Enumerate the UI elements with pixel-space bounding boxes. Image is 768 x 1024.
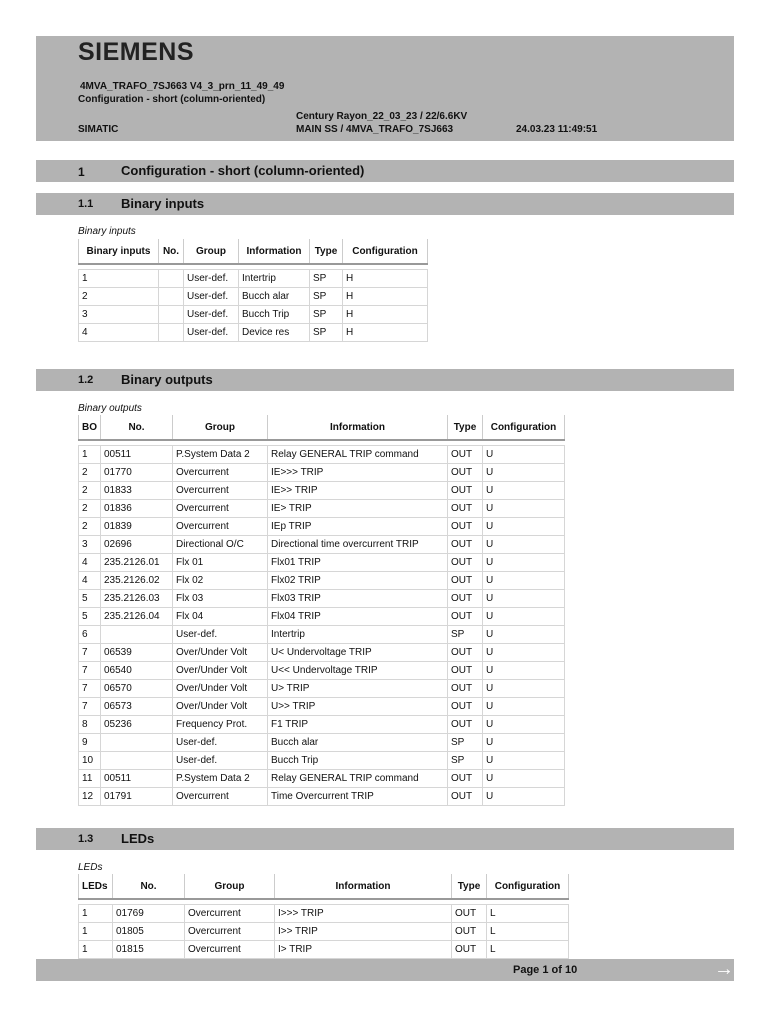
leds-caption: LEDs bbox=[78, 862, 103, 873]
table-cell: OUT bbox=[448, 716, 483, 734]
table-cell: I>> TRIP bbox=[275, 923, 452, 941]
table-cell: IE> TRIP bbox=[268, 500, 448, 518]
table-cell bbox=[101, 752, 173, 770]
table-row bbox=[79, 482, 565, 500]
table-cell: 5 bbox=[79, 590, 101, 608]
table-row bbox=[79, 644, 565, 662]
table-cell: 7 bbox=[79, 698, 101, 716]
table-cell: 2 bbox=[79, 518, 101, 536]
table-cell: 2 bbox=[79, 500, 101, 518]
table-cell: 2 bbox=[79, 482, 101, 500]
table-cell: 06540 bbox=[101, 662, 173, 680]
table-cell: User-def. bbox=[184, 324, 239, 342]
table-cell: 01769 bbox=[113, 905, 185, 923]
table-cell: OUT bbox=[448, 500, 483, 518]
table-cell: 01805 bbox=[113, 923, 185, 941]
table-row bbox=[79, 752, 565, 770]
table-cell: U bbox=[483, 464, 565, 482]
table-cell: U bbox=[483, 788, 565, 806]
table-cell: IE>>> TRIP bbox=[268, 464, 448, 482]
table-cell: H bbox=[343, 288, 428, 306]
column-header: Information bbox=[239, 239, 310, 264]
table-cell: 6 bbox=[79, 626, 101, 644]
table-row bbox=[79, 626, 565, 644]
table-cell: U bbox=[483, 518, 565, 536]
table-row bbox=[79, 734, 565, 752]
table-row bbox=[79, 306, 428, 324]
section-number: 1 bbox=[78, 165, 85, 179]
table-cell: 01839 bbox=[101, 518, 173, 536]
table-cell: U bbox=[483, 500, 565, 518]
table-cell: 00511 bbox=[101, 446, 173, 464]
table-cell: U bbox=[483, 698, 565, 716]
table-cell: 2 bbox=[79, 464, 101, 482]
table-cell: U bbox=[483, 752, 565, 770]
table-row bbox=[79, 662, 565, 680]
table-cell: 235.2126.03 bbox=[101, 590, 173, 608]
table-cell: 4 bbox=[79, 554, 101, 572]
table-row bbox=[79, 590, 565, 608]
table-cell: 7 bbox=[79, 644, 101, 662]
table-cell: 3 bbox=[79, 536, 101, 554]
table-cell: 06539 bbox=[101, 644, 173, 662]
table-cell: OUT bbox=[452, 941, 487, 959]
table-cell: 8 bbox=[79, 716, 101, 734]
table-cell: 00511 bbox=[101, 770, 173, 788]
table-cell: U bbox=[483, 770, 565, 788]
table-cell: U bbox=[483, 572, 565, 590]
table-cell: U> TRIP bbox=[268, 680, 448, 698]
table-cell: U bbox=[483, 680, 565, 698]
table-cell: U< Undervoltage TRIP bbox=[268, 644, 448, 662]
column-header: Information bbox=[275, 874, 452, 899]
table-row bbox=[79, 716, 565, 734]
binary-outputs-table bbox=[78, 415, 565, 806]
table-cell: Bucch Trip bbox=[268, 752, 448, 770]
table-cell: Flx04 TRIP bbox=[268, 608, 448, 626]
table-header-row bbox=[79, 415, 565, 440]
table-cell: SP bbox=[310, 270, 343, 288]
table-cell: F1 TRIP bbox=[268, 716, 448, 734]
table-cell: 01770 bbox=[101, 464, 173, 482]
table-row bbox=[79, 464, 565, 482]
table-cell: 05236 bbox=[101, 716, 173, 734]
page-footer bbox=[36, 959, 734, 981]
table-cell: Over/Under Volt bbox=[173, 662, 268, 680]
table-cell: 02696 bbox=[101, 536, 173, 554]
section-title: LEDs bbox=[121, 831, 155, 846]
header-brand: SIMATIC bbox=[78, 124, 119, 135]
table-cell: 06570 bbox=[101, 680, 173, 698]
table-row bbox=[79, 905, 569, 923]
table-cell: U bbox=[483, 608, 565, 626]
table-cell: H bbox=[343, 306, 428, 324]
column-header: Type bbox=[310, 239, 343, 264]
table-cell: I> TRIP bbox=[275, 941, 452, 959]
header-report-type: Configuration - short (column-oriented) bbox=[78, 94, 266, 105]
table-cell: U bbox=[483, 482, 565, 500]
table-cell: OUT bbox=[448, 464, 483, 482]
table-cell: Overcurrent bbox=[173, 500, 268, 518]
table-cell: Overcurrent bbox=[173, 788, 268, 806]
table-row bbox=[79, 500, 565, 518]
table-cell: U<< Undervoltage TRIP bbox=[268, 662, 448, 680]
table-cell: SP bbox=[448, 734, 483, 752]
table-cell: 11 bbox=[79, 770, 101, 788]
table-cell: Directional O/C bbox=[173, 536, 268, 554]
table-cell: H bbox=[343, 324, 428, 342]
table-cell: P.System Data 2 bbox=[173, 770, 268, 788]
column-header: Binary inputs bbox=[79, 239, 159, 264]
table-row bbox=[79, 923, 569, 941]
table-row bbox=[79, 788, 565, 806]
table-row bbox=[79, 536, 565, 554]
section-1-1-bar bbox=[36, 193, 734, 215]
table-cell: OUT bbox=[448, 608, 483, 626]
table-row bbox=[79, 680, 565, 698]
table-cell: U bbox=[483, 644, 565, 662]
table-cell: Frequency Prot. bbox=[173, 716, 268, 734]
table-cell: Bucch alar bbox=[239, 288, 310, 306]
table-cell: U>> TRIP bbox=[268, 698, 448, 716]
section-1-3-bar bbox=[36, 828, 734, 850]
table-cell: 01791 bbox=[101, 788, 173, 806]
table-row bbox=[79, 288, 428, 306]
siemens-logo: SIEMENS bbox=[78, 38, 195, 66]
table-cell: 235.2126.01 bbox=[101, 554, 173, 572]
column-header: Configuration bbox=[343, 239, 428, 264]
table-cell: OUT bbox=[448, 446, 483, 464]
table-cell: 01815 bbox=[113, 941, 185, 959]
report-header bbox=[36, 36, 734, 141]
table-cell: OUT bbox=[452, 923, 487, 941]
leds-table bbox=[78, 874, 569, 959]
column-header: No. bbox=[159, 239, 184, 264]
table-cell: Flx01 TRIP bbox=[268, 554, 448, 572]
table-cell: 4 bbox=[79, 572, 101, 590]
table-cell: I>>> TRIP bbox=[275, 905, 452, 923]
table-cell: 1 bbox=[79, 941, 113, 959]
section-1-bar bbox=[36, 160, 734, 182]
table-cell: Overcurrent bbox=[173, 464, 268, 482]
table-cell: U bbox=[483, 662, 565, 680]
table-cell: 1 bbox=[79, 446, 101, 464]
table-cell: Relay GENERAL TRIP command bbox=[268, 770, 448, 788]
table-cell: H bbox=[343, 270, 428, 288]
table-cell: OUT bbox=[448, 536, 483, 554]
table-cell bbox=[159, 270, 184, 288]
header-location: MAIN SS / 4MVA_TRAFO_7SJ663 bbox=[296, 124, 454, 135]
table-cell: IEp TRIP bbox=[268, 518, 448, 536]
table-cell: 12 bbox=[79, 788, 101, 806]
column-header: Configuration bbox=[483, 415, 565, 440]
table-cell: U bbox=[483, 554, 565, 572]
table-cell: L bbox=[487, 941, 569, 959]
column-header: Information bbox=[268, 415, 448, 440]
table-row bbox=[79, 270, 428, 288]
table-cell: Over/Under Volt bbox=[173, 644, 268, 662]
section-number: 1.2 bbox=[78, 374, 94, 386]
table-cell: L bbox=[487, 905, 569, 923]
table-cell: 235.2126.04 bbox=[101, 608, 173, 626]
table-cell: U bbox=[483, 626, 565, 644]
table-cell: Directional time overcurrent TRIP bbox=[268, 536, 448, 554]
table-cell: SP bbox=[310, 288, 343, 306]
table-cell: 1 bbox=[79, 923, 113, 941]
table-cell: 235.2126.02 bbox=[101, 572, 173, 590]
table-cell: P.System Data 2 bbox=[173, 446, 268, 464]
section-number: 1.3 bbox=[78, 833, 94, 845]
section-1-2-bar bbox=[36, 369, 734, 391]
table-cell: SP bbox=[310, 306, 343, 324]
table-cell: User-def. bbox=[184, 306, 239, 324]
column-header: BO bbox=[79, 415, 101, 440]
column-header: Type bbox=[448, 415, 483, 440]
table-row bbox=[79, 770, 565, 788]
header-project-name: 4MVA_TRAFO_7SJ663 V4_3_prn_11_49_49 bbox=[80, 81, 285, 92]
table-cell: Flx 04 bbox=[173, 608, 268, 626]
table-cell: 06573 bbox=[101, 698, 173, 716]
table-cell: 01833 bbox=[101, 482, 173, 500]
table-row bbox=[79, 698, 565, 716]
table-cell: Bucch Trip bbox=[239, 306, 310, 324]
table-cell: OUT bbox=[448, 482, 483, 500]
table-cell: 01836 bbox=[101, 500, 173, 518]
table-cell: Intertrip bbox=[268, 626, 448, 644]
table-cell: User-def. bbox=[184, 270, 239, 288]
table-cell: U bbox=[483, 716, 565, 734]
table-cell: OUT bbox=[448, 644, 483, 662]
table-cell: OUT bbox=[448, 590, 483, 608]
table-header-row bbox=[79, 874, 569, 899]
binary-outputs-caption: Binary outputs bbox=[78, 403, 142, 414]
table-cell bbox=[159, 288, 184, 306]
table-cell: IE>> TRIP bbox=[268, 482, 448, 500]
column-header: No. bbox=[113, 874, 185, 899]
table-row bbox=[79, 941, 569, 959]
table-cell: Bucch alar bbox=[268, 734, 448, 752]
section-number: 1.1 bbox=[78, 198, 94, 210]
table-cell: Flx02 TRIP bbox=[268, 572, 448, 590]
table-cell: Overcurrent bbox=[185, 941, 275, 959]
table-cell: OUT bbox=[448, 518, 483, 536]
header-substation: Century Rayon_22_03_23 / 22/6.6KV bbox=[296, 111, 468, 122]
table-cell: L bbox=[487, 923, 569, 941]
binary-inputs-caption: Binary inputs bbox=[78, 226, 136, 237]
table-cell: OUT bbox=[448, 680, 483, 698]
table-cell: SP bbox=[448, 752, 483, 770]
table-cell: Overcurrent bbox=[173, 482, 268, 500]
table-cell: Over/Under Volt bbox=[173, 698, 268, 716]
table-cell: 7 bbox=[79, 662, 101, 680]
table-cell: Overcurrent bbox=[185, 905, 275, 923]
table-cell: SP bbox=[448, 626, 483, 644]
table-cell: 9 bbox=[79, 734, 101, 752]
table-cell: OUT bbox=[452, 905, 487, 923]
table-cell: U bbox=[483, 536, 565, 554]
table-cell: Overcurrent bbox=[173, 518, 268, 536]
table-cell: OUT bbox=[448, 770, 483, 788]
table-cell: User-def. bbox=[173, 626, 268, 644]
table-cell: User-def. bbox=[173, 752, 268, 770]
section-title: Binary inputs bbox=[121, 196, 205, 211]
table-cell: OUT bbox=[448, 788, 483, 806]
table-cell: SP bbox=[310, 324, 343, 342]
table-cell: 2 bbox=[79, 288, 159, 306]
table-cell: OUT bbox=[448, 554, 483, 572]
section-title: Configuration - short (column-oriented) bbox=[121, 163, 365, 178]
header-datetime: 24.03.23 11:49:51 bbox=[516, 124, 598, 135]
next-page-arrow-icon[interactable]: → bbox=[714, 958, 734, 980]
column-header: Group bbox=[185, 874, 275, 899]
table-cell: U bbox=[483, 446, 565, 464]
table-cell: User-def. bbox=[184, 288, 239, 306]
column-header: LEDs bbox=[79, 874, 113, 899]
table-cell: 3 bbox=[79, 306, 159, 324]
table-cell bbox=[159, 324, 184, 342]
table-cell: Flx 01 bbox=[173, 554, 268, 572]
table-cell: 10 bbox=[79, 752, 101, 770]
table-row bbox=[79, 518, 565, 536]
page-number: Page 1 of 10 bbox=[513, 964, 578, 976]
table-cell: U bbox=[483, 734, 565, 752]
table-cell: Flx 02 bbox=[173, 572, 268, 590]
table-cell: OUT bbox=[448, 698, 483, 716]
binary-inputs-table bbox=[78, 239, 428, 342]
table-cell bbox=[101, 626, 173, 644]
table-cell: Flx03 TRIP bbox=[268, 590, 448, 608]
table-cell: 7 bbox=[79, 680, 101, 698]
table-cell bbox=[101, 734, 173, 752]
table-cell: Overcurrent bbox=[185, 923, 275, 941]
table-cell: Over/Under Volt bbox=[173, 680, 268, 698]
table-cell: Time Overcurrent TRIP bbox=[268, 788, 448, 806]
table-cell: U bbox=[483, 590, 565, 608]
column-header: Type bbox=[452, 874, 487, 899]
table-row bbox=[79, 608, 565, 626]
table-cell: User-def. bbox=[173, 734, 268, 752]
table-cell: Flx 03 bbox=[173, 590, 268, 608]
table-cell: Relay GENERAL TRIP command bbox=[268, 446, 448, 464]
table-cell bbox=[159, 306, 184, 324]
table-cell: 1 bbox=[79, 270, 159, 288]
table-cell: 4 bbox=[79, 324, 159, 342]
table-cell: OUT bbox=[448, 572, 483, 590]
table-row bbox=[79, 324, 428, 342]
table-cell: Intertrip bbox=[239, 270, 310, 288]
table-header-row bbox=[79, 239, 428, 264]
column-header: Group bbox=[184, 239, 239, 264]
table-row bbox=[79, 554, 565, 572]
table-cell: Device res bbox=[239, 324, 310, 342]
table-row bbox=[79, 446, 565, 464]
table-row bbox=[79, 572, 565, 590]
table-cell: OUT bbox=[448, 662, 483, 680]
table-cell: 1 bbox=[79, 905, 113, 923]
section-title: Binary outputs bbox=[121, 372, 213, 387]
column-header: Configuration bbox=[487, 874, 569, 899]
column-header: No. bbox=[101, 415, 173, 440]
column-header: Group bbox=[173, 415, 268, 440]
table-cell: 5 bbox=[79, 608, 101, 626]
